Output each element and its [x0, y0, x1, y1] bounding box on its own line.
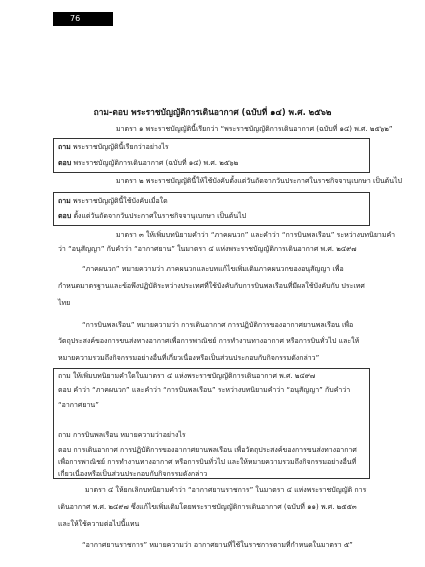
qa-line: ตอบ การเดินอากาศ การปฏิบัติการของอากาศยานพลเรือน เพื่อวัตถุประสงค์ของการขนส่งทางอากาศ [58, 446, 357, 454]
definition-line: ไทย [58, 299, 71, 307]
section-4-line: “อากาศยานราชการ” หมายความว่า อากาศยานที่ใช้ในราชการตามที่กำหนดในมาตรา ๕” [82, 541, 353, 549]
section-2-text: มาตรา ๒ พระราชบัญญัตินี้ให้ใช้บังคับตั้งแต่วันถัดจากวันประกาศในราชกิจจานุเบกษา เป็นต้นไป [116, 177, 402, 185]
qa-box-3 [53, 368, 370, 479]
answer-label: ตอบ [58, 159, 72, 167]
question-label: ถาม [58, 197, 71, 205]
section-3-line: มาตรา ๓ ให้เพิ่มบทนิยามคำว่า “ภาคผนวก” และคำว่า “การบินพลเรือน” ระหว่างบทนิยามคำ [116, 231, 396, 239]
qa-line: เกี่ยวเนื่องหรือเป็นส่วนประกอบกับกิจกรรมดังกล่าว [58, 470, 208, 478]
qa-answer [58, 158, 238, 169]
section-4-line: และให้ใช้ความต่อไปนี้แทน [58, 520, 140, 528]
qa-question [58, 196, 168, 207]
definition-line: วัตถุประสงค์ของการขนส่งทางอากาศเพื่อการพาณิชย์ การทำงานทางอากาศ หรือการบินทั่วไป และให้ [58, 337, 360, 345]
definition-line: กำหนดมาตรฐานและข้อพึงปฏิบัติระหว่างประเทศที่ใช้บังคับกับการบินพลเรือนที่มีผลใช้บังคับกับ ประเทศ [58, 282, 365, 290]
page-title: ถาม-ตอบ พระราชบัญญัติการเดินอากาศ (ฉบับที่ ๑๔) พ.ศ. ๒๕๖๒ [93, 107, 332, 117]
section-4-line: เดินอากาศ พ.ศ. ๒๔๙๗ ซึ่งแก้ไขเพิ่มเติมโดยพระราชบัญญัติการเดินอากาศ (ฉบับที่ ๑๑) พ.ศ. ๒๕๕๓ [58, 503, 357, 511]
qa-box-1 [53, 138, 370, 173]
answer-text: พระราชบัญญัติการเดินอากาศ (ฉบับที่ ๑๔) พ.ศ. ๒๕๖๒ [73, 159, 239, 167]
qa-line: “อากาศยาน” [58, 401, 99, 409]
definition-line: “ภาคผนวก” หมายความว่า ภาคผนวกและบทแก้ไขเพิ่มเติมภาคผนวกของอนุสัญญา เพื่อ [82, 265, 344, 273]
qa-line: เพื่อการพาณิชย์ การทำงานทางอากาศ หรือการบินทั่วไป และให้หมายความรวมถึงกิจกรรมอย่างอื่นที่ [58, 458, 357, 466]
section-1-text: มาตรา ๑ พระราชบัญญัตินี้เรียกว่า “พระราชบัญญัติการเดินอากาศ (ฉบับที่ ๑๔) พ.ศ. ๒๕๖๒” [116, 125, 393, 133]
section-4-line: มาตรา ๔ ให้ยกเลิกบทนิยามคำว่า “อากาศยานราชการ” ในมาตรา ๔ แห่งพระราชบัญญัติ การ [85, 486, 367, 494]
question-text: พระราชบัญญัตินี้ใช้บังคับเมื่อใด [73, 197, 168, 205]
question-label: ถาม [58, 143, 71, 151]
qa-question [58, 142, 169, 153]
qa-line: ถาม ให้เพิ่มบทนิยามคำใดในมาตรา ๔ แห่งพระราชบัญญัติการเดินอากาศ พ.ศ. ๒๔๙๗ [58, 372, 316, 380]
definition-line: “การบินพลเรือน” หมายความว่า การเดินอากาศ การปฏิบัติการของอากาศยานพลเรือน เพื่อ [82, 321, 354, 329]
definition-line: หมายความรวมถึงกิจกรรมอย่างอื่นที่เกี่ยวเนื่องหรือเป็นส่วนประกอบกับกิจกรรมดังกล่าว” [58, 354, 320, 362]
qa-answer [58, 211, 246, 222]
qa-box-2 [53, 192, 370, 226]
section-3-line: ว่า “อนุสัญญา” กับคำว่า “อากาศยาน” ในมาตรา ๔ แห่งพระราชบัญญัติการเดินอากาศ พ.ศ. ๒๔๙๗ [58, 245, 357, 253]
answer-text: ตั้งแต่วันถัดจากวันประกาศในราชกิจจานุเบกษา เป็นต้นไป [73, 212, 247, 220]
qa-line: ถาม การบินพลเรือน หมายความว่าอย่างไร [58, 431, 186, 439]
answer-label: ตอบ [58, 212, 72, 220]
qa-line: ตอบ คำว่า “ภาคผนวก” และคำว่า “การบินพลเรือน” ระหว่างบทนิยามคำว่า “อนุสัญญา” กับคำว่า [58, 386, 351, 394]
question-text: พระราชบัญญัตินี้เรียกว่าอย่างไร [73, 143, 169, 151]
page-number: 76 [53, 12, 113, 26]
